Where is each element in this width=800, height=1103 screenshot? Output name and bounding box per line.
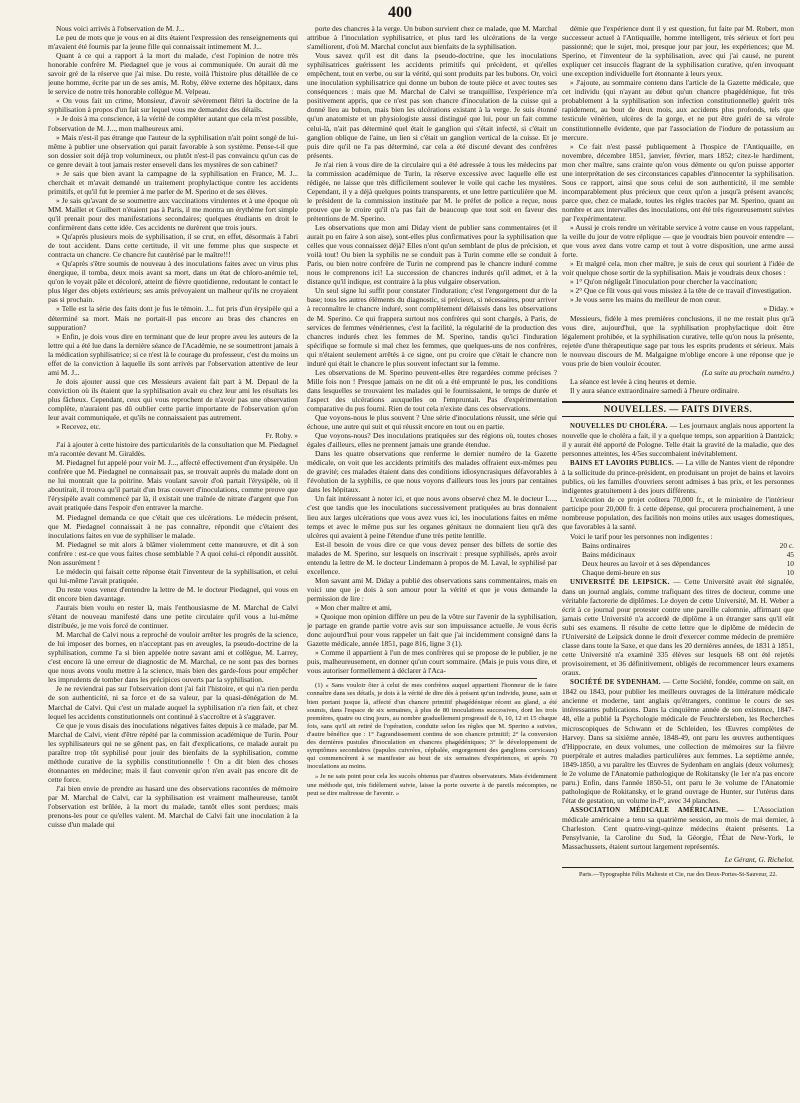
paragraph: » J'ajoute, au sommaire contenu dans l'article de la Gazette médicale, que cet individu (qui n'ayant au début qu'un chancre phagédénique, fut très probablement à la syphilisation son infection constitutionnelle) guérit très rapidement, au bout de deux mois, aux accidents plus profonds, tels que testicule vénérien, ulcères de la gorge, et ne put être guéri de sa vérole constitutionnelle évidente, que par l'association de l'iodure de potassium au mercure. [562,78,794,142]
paragraph: Un seul signe lui suffit pour constater l'induration; c'est l'engorgement dur de la base; tous les autres éléments du diagnostic, si précieux, si nécessaires, pour arriver à reconnaître le chancre induré, sont complètement délaissés dans les observations de M. Sperino. Ce qui frappera surtout nos confrères qui sont chargés, à Paris, de services de femmes vénériennes, c'est la facilité, la régularité de la production des chancres indurés chez les femmes de M. Sperino, tandis qu'ici l'induration spécifique se formule si mal chez les femmes, que quelques-uns de nos confrères, qui n'étaient seulement arrêtés à ce signe, ont pu croire que c'était le chancre non induré qui était le chancre le plus souvent infectant sur la femme. [307,286,557,368]
tarif-row [562,541,794,550]
footnote-rule [327,678,537,679]
news-item [562,805,794,851]
paragraph: Ce que je vous disais des inoculations négatives faites depuis à ce malade, par M. Marchal de Calvi, vient d'être répété par la commission académique de Turin. Pour les syphilisateurs qui ne se gênent pas, en fait d'explications, ce malade aurait pu paraître trop tôt syphilisé pour jouir des bienfaits de la syphilisation, comme méthode curative de la syphilis constitutionnelle ! On a dit bien des choses étonnantes en médecine; mais il faut convenir qu'on n'en avait pas encore dit de cette force. [48,720,298,784]
col3-paragraphs [562,24,794,304]
paragraph: » Enfin, je dois vous dire en terminant que de leur propre aveu les auteurs de la lettre qui a été lue dans la dernière séance de l'Académie, ne se soumettront jamais à la médication syphilisatrice; si ce n'est là le courage du professeur, c'est du moins un effet de la conviction à laquelle ils sont arrivés par l'observation attentive de leur ami M. J... [48,331,298,377]
paragraph: Vous savez qu'il est dit dans la pseudo-doctrine, que les inoculations syphilisatrices guérissent les accidents primitifs qui précèdent, et qu'elles empêchent, tout en verbe, ou sur la vérité, qui sont produits par les bubons. Or, voici une inoculation syphilisatrice qui donne un bubon de toute pièce et avec toutes ses conséquences : mais que M. Marchal de Calvi se tranquillise, l'expérience m'a positivement appris, que ce n'est pas son chancre d'inoculation de la cuisse qui a donné lieu au bubon, mais bien les ulcérations existant à la verge. Je suis étonné qu'un anatomiste et un physiologiste aussi distingué que lui, pour un fait comme celui-là, n'ait pas déterminé quel était le ganglion qui s'était infecté, si c'était un ganglion oblique de l'aine, un lien si c'était un ganglion vertical de la cuisse. Et je puis dire qu'il ne l'a pas déterminé, car cela a été discuté devant des confrères présents. [307,51,557,160]
paragraph: Quant à ce qui a rapport à la mort du malade, c'est l'opinion de notre très honorable confrère M. Piedagnel que je vous ai communiquée. On aurait dû me savoir gré de la réserve que j'ai mise. Du reste, voilà l'histoire plus détaillée de ce jeune homme, écrite par un de ses amis, M. Roby, élève externe des hôpitaux, dans le service de notre très honorable collègue M. Velpeau. [48,51,298,97]
paragraph: Les observations que mon ami Diday vient de publier sans commentaires (et il aurait pu en faire à son aise), sont-elles plus confirmatives pour la syphilisation que celles que vous connaissez déjà? Elles n'ont qu'un semblant de plus de précision, et voilà tout! Ou bien la syphilis ne se conduit pas à Turin comme elle se conduit à Paris, ou bien notre confrère de Turin ne comprend pas le chancre induré comme nous le comprenons ici! La succession de chancres indurés qu'il admet, et à la distance qu'il indique, est contraire à la plus vulgaire observation. [307,223,557,287]
news-item-lead: BAINS ET LAVOIRS PUBLICS. [570,460,674,468]
paragraph: M. Piedagnel se mit alors à blâmer violemment cette manœuvre, et dit à son confrère : est-ce que vous faites chose semblable ? A quoi celui-ci répondit aussitôt. Non assurément ! [48,539,298,567]
printer-imprint: Paris.—Typographie Félix Malteste et Cie, rue des Deux-Portes-St-Sauveur, 22. [562,867,794,879]
paragraph: » Je dois à ma conscience, à la vérité de compléter autant que cela m'est possible, l'observation de M. J..., mon malheureux ami. [48,114,298,133]
gerant-line: Le Gérant, G. Richelot. [724,855,794,865]
roby-signature: Fr. Roby. » [265,431,298,441]
paragraph: Que voyons-nous le plus souvent ? Une série d'inoculations réussit, une série qui échoue, une autre qui suit et qui réussit encore en tout ou en partie. [307,413,557,432]
paragraph: Que voyons-nous? Des inoculations pratiquées sur des régions où, toutes choses égales d'ailleurs, elles ne prennent jamais une grande étendue. [307,431,557,450]
paragraph: Je dois ajouter aussi que ces Messieurs avaient fait part à M. Depaul de la conviction où ils étaient que la syphilisation avait eu chez leur ami les résultats les plus fâcheux. Cependant, ceux qui vous reprochent de n'avoir pas une observation complète, n'auraient pas dû oublier cette partie importante de l'observation qu'on leur avait communiquée, et qu'ils ne connaissaient pas autrement. [48,376,298,423]
tarif-price: 10 [786,558,794,568]
paragraph: » 1° Qu'on négligeât l'inoculation pour chercher la vaccination; [570,277,758,287]
paragraph: Messieurs, fidèle à mes premières conclusions, il ne me restait plus qu'à vous dire, aujourd'hui, que la syphilisation prophylactique doit être légalement prohibée, et la syphilisation curative, telle qu'on nous la présente, rejetée d'une thérapeutique sage par tous les esprits prudents et sérieux. Mais le nouveau discours de M. Malgaigne m'oblige encore à une réponse que je vous prie de bien vouloir écouter. [562,313,794,368]
paragraph: Dans les quatre observations que renferme le dernier numéro de la Gazette médicale, on voit que les accidents primitifs des malades offraient eux-mêmes peu de gravité; ces malades étaient dans des conditions idiosyncrasiques défavorables à l'évolution de la syphilis, ce que nous voyons d'ailleurs tous les jours par centaines dans les hôpitaux. [307,449,557,495]
news-item-text: — Cette Société, fondée, comme on sait, en 1842 ou 1843, pour publier les meilleurs ouvrages de la littérature médicale ancienne et moderne, tant anglais qu'étrangers, continue le cours de ses intéressantes publications. Dans la cinquième année de son existence, 1847-48, elle a publié la Psychologie médicale de Feuchtersleben, les Recherches microscopiques de Schwann et de Schleiden, les Œuvres complètes de Harvey. Dans sa sixième année, 1848-49, ont paru les œuvres authentiques d'Hippocrate, en deux volumes, une collection de mémoires sur la fièvre puerpérale et autres maladies particulières aux femmes. La septième année, 1849-1850, a vu paraître les Œuvres de Sydenham en anglais (deux volumes); le 2e volume de l'Anatomie pathologique de Rokitansky (le 1er n'a pas encore paru.) Enfin, dans l'année 1850-51, ont paru le 3e volume de l'Anatomie pathologique de Rokitansky, et le grand ouvrage de Hunter, sur l'utérus dans l'état de gestation, un volume in-f°, avec 34 planches. [562,677,794,805]
tarif-row [562,559,794,568]
paragraph: » Telle est la série des faits dont je fus le témoin. J... fut pris d'un érysipèle qui a déterminé sa mort. Mais ne portait-il pas encore au bras des chancres en suppuration? [48,304,298,332]
divers-items [562,421,794,541]
suite-note: (La suite au prochain numéro.) [701,367,794,377]
paragraph: » Je vous serre les mains du meilleur de mon cœur. [570,295,721,305]
paragraph: Le médecin qui faisait cette réponse était l'inventeur de la syphilisation, et celui qui lui-même l'avait pratiquée. [48,566,298,585]
news-item-lead: UNIVERSITÉ DE LEIPSICK. [570,578,670,586]
paragraph: démie que l'expérience dont il y est question, fut faite par M. Robert, mon successeur actuel à l'Antiquaille, homme intelligent, très sérieux et fort peu passionné; que le sujet, moi, presque jour par jour, les expériences; que M. Sperino, et l'inventeur de la syphilisation, avec qui j'ai causé, ne purent expliquer cet insuccès flagrant de la syphilisation curative, qu'en invoquant une exception individuelle fort étonnante à leurs yeux. [562,24,794,79]
column-1 [48,24,298,1094]
paragraph: J'ai bien envie de prendre au hasard une des observations racontées de mémoire par M. Marchal de Calvi, car la syphilisation est vraiment malheureuse, tantôt l'observation est brûlée, à la mort du malade, tantôt elles sont perdues; mais prenons-les pour ce qu'elles valent. M. Marchal de Calvi fait une inoculation à la cuisse d'un malade qui [48,783,298,830]
news-item-text: L'exécution de ce projet coûtera 70,000 fr., et le ministère de l'intérieur participe pour 20,000 fr. à cette dépense, qui procurera prochainement, à une nombreuse population, des facilités non moins utiles aux usages domestiques, que favorables à la santé. [562,495,794,532]
news-item-text: — L'Association médicale américaine a tenu sa quatrième session, au mois de mai dernier, à Charleston. Cent quatre-vingt-quinze médecins étaient présents. La Pensylvanie, la Caroline du Sud, la Géorgie, l'État de New-York, le Massachussets, étaient surtout largement représentés. [562,804,794,852]
news-item-lead: NOUVELLES DU CHOLÉRA. [570,422,668,430]
tarif-label: Bains ordinaires [582,540,631,550]
tarif-table [562,541,794,577]
paragraph: » Aussi je crois rendre un véritable service à votre cause en vous rappelant, la veille du jour de votre réplique — que je voudrais bien pouvoir entendre — que vous avez dans votre camp et tout à votre disposition, une arme aussi forte. [562,223,794,260]
col2-footnote [307,682,557,797]
paragraph: Le peu de mots que je vous en ai dits étaient l'expression des renseignements qui m'avaient été fournis par la jeune fille qui connaissait intimement M. J... [48,33,298,52]
news-item-text: — La ville de Nantes vient de répondre à la sollicitude du prince-président, en produisant un projet de bains et lavoirs publics, où les familles d'ouvriers seront admises à bas prix, et les personnes indigentes gratuitement à des jours différents. [562,458,794,496]
paragraph: (1) « Sans vouloir ôter à celui de mes confrères auquel appartient l'honneur de le faire connaître dans ses détails, je dois à la vérité de dire dès à présent qu'un individu, jeune, sain et bien portant jusque là, affecté d'un chancre primitif phagédénique récent au gland, a été soumis, dans l'espace de six semaines, à plus de 80 inoculations successives, dont les trois premières, quatre ou cinq jours, au nombre graduellement progressif de 6, 10, 12 et 15 chaque fois, sans qu'il ait retiré de l'opération, conduite selon les règles que M. Sperino a suivies, d'autre bénéfice que : 1° l'agrandissement continu de son chancre primitif; 2° la conversion des dernières pustules d'inoculation en chancres phagédéniques; 3° le développement de symptômes secondaires (papules cuivrées, céphalée, engorgement des ganglions cervicaux) qui commencèrent à se manifester au bout de six semaines d'expériences, et après 70 inoculations au moins. [307,682,557,771]
paragraph: Les observations de M. Sperino peuvent-elles être regardées comme précises ? Mille fois non ! Presque jamais on ne dit où a été emprunté le pus, les conditions dans lesquelles se trouvaient les malades qui le fournissaient, le temps de durée et l'aspect des ulcérations auxquelles on l'empruntait. Pas d'expérimentation comparative du pus fourni. Rien de tout cela n'existe dans ces observations. [307,367,557,413]
news-item-lead: SOCIÉTÉ DE SYDENHAM. [570,679,661,687]
paragraph: » Recevez, etc. [56,422,101,432]
col1b-paragraphs [48,440,298,829]
news-item [562,458,794,495]
news-item [562,577,794,678]
paragraph: M. Piedagnel fut appelé pour voir M. J..., affecté effectivement d'un érysipèle. Un confrère que M. Piedagnel ne connaissait pas, se trouvait auprès du malade dont on ne lui montrait que la poitrine. Mais voulant savoir d'où partait l'érysipèle, où il aboutirait, il trouva qu'il partait d'un bras couvert d'inoculations, comme preuve que l'érysipèle avait commencé par là, il existait une traînée de nitrate d'argent que l'on avait pratiquée dans l'espoir d'en entraver la marche. [48,458,298,513]
news-item-text: — Cette Université avait été signalée, dans un journal anglais, comme trafiquant des titres de docteur, comme une véritable factorerie de diplômes. Le doyen de cette Université, M. H. Weber a écrit à ce journal pour protester contre une pareille calomnie, affirmant que jamais cette Université n'a accordé de diplôme à un étranger sans qu'il eût subi ses examens. Il résulte de cette lettre que le diplôme de médecin de l'Université de Leipsick donne le droit d'exercer comme médecin de première classe dans toute la Saxe, et que dans les 20 dernières années, de 1831 à 1851, cette Université n'a examiné 335 élèves sur lesquels 68 ont été rejetés provisoirement, et 36 définitivement, obligés de recommencer leurs examens oraux. [562,576,794,678]
paragraph: » 2° Que ce fût vous qui vous missiez à la tête de ce travail d'investigation. [570,286,792,296]
tarif-price: 10 [786,567,794,577]
paragraph: » Comme il appartient à l'un de mes confrères qui se propose de le publier, je ne puis, malheureusement, en donner qu'un court sommaire. (Mais je puis vous dire, et vous autoriser formellement à déclarer à l'Aca- [307,648,557,676]
paragraph: « On vous fait un crime, Monsieur, d'avoir sévèrement flétri la doctrine de la syphilisation à propos d'un fait sur lequel vous me demandez des détails. [48,96,298,115]
divers-items-b [562,577,794,851]
paragraph: » Je ne sais point pour cela les succès obtenus par d'autres observateurs. Mais évidemment une méthode qui, très fidèlement suivie, laisse la porte ouverte à de pareils mécomptes, ne peut se dire maîtresse de l'avenir. » [307,773,557,797]
tarif-label: Bains médicinaux [582,549,636,559]
news-item [562,532,794,541]
news-item [562,495,794,531]
paragraph: La séance est levée à cinq heures et demie. [570,376,697,386]
paragraph: Mon savant ami M. Diday a publié des observations sans commentaires, mais en voici une que je dois à son amour pour la vérité et que je vous demande la permission de lire : [307,575,557,603]
paragraph: » Je sais qu'avant de se soumettre aux vaccinations virulentes et à une époque où MM. Maillet et Guilbert n'étaient pas à Paris, il me montra un érythème fort simple qu'il prenait pour des manifestations secondaires; quelques étudiants en droit le confirmèrent dans cette idée. Ces accidents ne durèrent que trois jours. [48,195,298,233]
paragraph: Je n'ai rien à vous dire de la circulaire qui a été adressée à tous les médecins par la commission académique de Turin, la réserve excessive avec laquelle elle est rédigée, ne laisse que très difficilement soulever le voile qui cache les mystères. Cependant, il y a déjà quelques points transparents, et une lettre particulière que M. le président de la commission instituée par M. le préfet de police a reçue, nous prouve que le croire qu'il n'a pas fait de beaucoup que tout soit en faveur des prétentions de M. Sperino. [307,159,557,223]
tarif-price: 20 c. [779,540,794,550]
column-2 [307,24,557,1094]
tarif-price: 45 [786,549,794,559]
paragraph: » Mais n'est-il pas étrange que l'auteur de la syphilisation n'ait point songé de lui-même à publier une observation qui parait favorable à son système. Pense-t-il que son dossier soit déjà trop volumineux, ou plutôt n'est-il pas convaincu qu'un cas de ce genre devait à tout jamais rester enseveli dans les mystères de son cabinet? [48,132,298,169]
col3c-paragraphs [562,377,794,395]
news-item-text: Voici le tarif pour les personnes non indigentes : [570,531,713,541]
paragraph: J'ai à ajouter à cette histoire des particularités de la consultation que M. Piedagnel m'a racontée devant M. Giraldès. [48,440,298,459]
paragraph: Il y aura séance extraordinaire samedi à l'heure ordinaire. [570,385,740,395]
column-3 [562,24,794,1094]
tarif-row [562,550,794,559]
paragraph: J'aurais bien voulu en rester là, mais l'enthousiasme de M. Marchal de Calvi s'étant de nouveau manifesté dans une petite circulaire qu'il vous a lui-même distribuée, je me vois forcé de continuer. [48,603,298,631]
tarif-label: Chaque demi-heure en sus [582,567,661,577]
paragraph: » Qu'après plusieurs mois de syphilisation, il se crut, en effet, désormais à l'abri de tout accident. Dans cette certitude, il vit une femme plus que suspecte et contracta un chancre. Ce chancre fut cautérisé par le maître!!! [48,232,298,260]
tarif-row [562,568,794,577]
paragraph: Un fait intéressant à noter ici, et que nous avons observé chez M. le docteur L..., c'est que tandis que les inoculations successivement pratiquées au bras donnaient lieu aux larges ulcérations que vous avez vues ici, les inoculations faites en même temps et avec le même pus sur les organes génitaux ne donnaient lieu qu'à des ulcères qui avaient à peine l'étendue d'une très petite lentille. [307,494,557,540]
paragraph: Je ne reviendrai pas sur l'observation dont j'ai fait l'histoire, et qui n'a rien perdu de son authenticité, ni sa force et de sa valeur, par la quasi-dénégation de M. Marchal de Calvi. Qui c'est un malade auquel la syphilisation n'a rien fait, et chez lequel les accidents constitutionnels ont continué à s'accroître et à s'aggraver. [48,684,298,721]
news-item [562,677,794,805]
paragraph: « Mon cher maître et ami, [315,603,392,612]
col2-paragraphs [307,24,557,675]
diday-signature: » Diday. » [763,304,794,314]
news-item-lead: ASSOCIATION MÉDICALE AMÉRICAINE. [570,806,729,814]
paragraph: M. Marchal de Calvi nous a reproché de vouloir arrêter les progrès de la science, de lui imposer des bornes, en n'acceptant pas en aveugles, la pseudo-doctrine de la syphilisation, comme l'a si bien appelée notre savant ami et collègue, M. Larrey, c'est encore là une erreur de diagnostic de M. Marchal, ce ne sont pas des bornes que nous avons voulu mettre à la science, mais bien des garde-fous pour empêcher les imprudents de tomber dans les précipices ouverts par la syphilisation. [48,630,298,685]
col3b-paragraphs [562,314,794,368]
news-item [562,421,794,458]
news-item-text: — Les journaux anglais nous apportent la nouvelle que le choléra a fait, il y a quelque temps, son apparition à Dantzick; il y aurait été apporté de Pologne. Telle était la gravité de la maladie, que des personnes atteintes, les 4/5es succombaient inévitablement. [562,420,794,459]
tarif-label: Deux heures au lavoir et à ses dépendances [582,558,710,568]
page-number: 400 [388,4,412,21]
paragraph: Nous voici arrivés à l'observation de M. J... [56,24,185,33]
col1-paragraphs [48,24,298,431]
paragraph: Du reste vous venez d'entendre la lettre de M. le docteur Piedagnel, qui vous en dit encore bien davantage. [48,584,298,603]
paragraph: » Et malgré cela, mon cher maître, je suis de ceux qui sourient à l'idée de voir quelque chose sortir de la syphilisation. Mais je voudrais deux choses : [562,259,794,278]
paragraph: porte des chancres à la verge. Un bubon survient chez ce malade, que M. Marchal attribue à l'inoculation syphilisatrice, et plus tard les ulcérations de la verge s'améliorent, d'où M. Marchal conclut aux bienfaits de la syphilisation. [307,24,557,52]
paragraph: » Quoique mon opinion diffère un peu de la vôtre sur l'avenir de la syphilisation, je partage en grande partie votre avis sur son impuissance actuelle. Je vous écris donc aujourd'hui pour vous rappeler un fait que j'ai incidemment consigné dans la Gazette médicale, année 1851, page 816, ligne 3 (1). [307,612,557,649]
paragraph: » Je sais que bien avant la campagne de la syphilisation en France, M. J... cherchait et m'avait demandé un traitement prophylactique contre les accidents primitifs, et qu'il fut le premier à me parler de M. Sperino et de ses élèves. [48,168,298,196]
paragraph: Est-il besoin de vous dire ce que vous devez penser des billets de sortie des malades de M. Sperino, sur lesquels on inscrivait : presque syphilisés, après avoir entendu la lettre de M. le docteur Lindemann à propos de M. Laval, le syphilisé par excellence. [307,539,557,576]
paragraph: » Ce fait n'est passé publiquement à l'hospice de l'Antiquaille, en novembre, décembre 1851, janvier, février, mars 1852; citez-le hardiment, mon cher maître, sans crainte qu'on vous démente ou qu'on puisse apporter une interprétation de ses circonstances capables d'innocenter la syphilisation. Sous ce rapport, ainsi que sous celui de son authenticité, il me semble incomparablement plus précieux que ceux qu'on a jusqu'à présent avancés; parce que, chez ce malade, toutes les règles tracées par M. Sperino, quant au nombre et aux intervalles des inoculations, ont été très rigoureusement suivies par l'expérimentateur. [562,141,794,223]
paragraph: M. Piedagnel demanda ce que c'était que ces ulcérations. Le médecin présent, que M. Piedagnel connaissait à ne pas connaître, répondit que c'étaient des inoculations faites en vue de syphiliser le malade. [48,512,298,540]
faits-divers-heading: NOUVELLES. — FAITS DIVERS. [562,401,794,417]
paragraph: « Qu'après s'être soumis de nouveau à des inoculations faites avec un virus plus énergique, il tomba, deux mois avant sa mort, dans un état de chloro-anémie tel, qu'on le voyait pâle et décoloré, atteint de fièvre quotidienne, redoutant le contact le plus léger des objets extérieurs; ses amis prévoyaient un malheur qu'ils ne croyaient pas si prochain. [48,259,298,305]
